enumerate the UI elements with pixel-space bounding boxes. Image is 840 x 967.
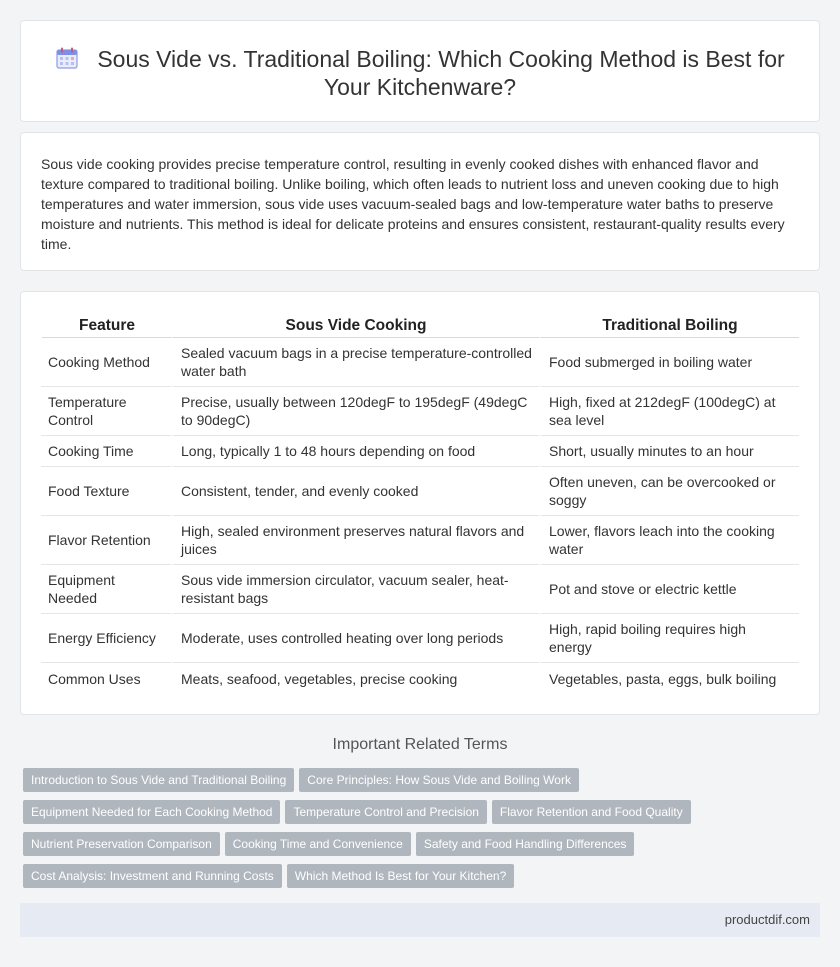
cell-sous-vide: Long, typically 1 to 48 hours depending on food	[171, 436, 539, 467]
related-term-tag[interactable]: Core Principles: How Sous Vide and Boiling Work	[299, 768, 579, 792]
related-terms-list	[23, 768, 818, 896]
tag-row	[23, 800, 818, 832]
title-wrap	[51, 45, 789, 101]
cell-sous-vide: Sealed vacuum bags in a precise temperature-controlled water bath	[171, 338, 539, 387]
related-term-tag[interactable]: Cost Analysis: Investment and Running Costs	[23, 864, 282, 888]
table-row	[41, 387, 799, 436]
cell-sous-vide: Moderate, uses controlled heating over long periods	[171, 614, 539, 663]
table-row	[41, 338, 799, 387]
cell-feature: Energy Efficiency	[41, 614, 171, 663]
related-term-tag[interactable]: Flavor Retention and Food Quality	[492, 800, 691, 824]
cell-boiling: Vegetables, pasta, eggs, bulk boiling	[539, 663, 799, 694]
table-row	[41, 436, 799, 467]
footer-site-link[interactable]: productdif.com	[724, 912, 810, 927]
related-term-tag[interactable]: Safety and Food Handling Differences	[416, 832, 635, 856]
table-header-row	[41, 314, 799, 338]
cell-feature: Cooking Time	[41, 436, 171, 467]
column-header-boiling: Traditional Boiling	[539, 314, 799, 338]
cell-feature: Cooking Method	[41, 338, 171, 387]
related-term-tag[interactable]: Introduction to Sous Vide and Traditional Boiling	[23, 768, 294, 792]
related-term-tag[interactable]: Which Method Is Best for Your Kitchen?	[287, 864, 514, 888]
cell-feature: Food Texture	[41, 467, 171, 516]
cell-sous-vide: Sous vide immersion circulator, vacuum sealer, heat-resistant bags	[171, 565, 539, 614]
related-term-tag[interactable]: Equipment Needed for Each Cooking Method	[23, 800, 280, 824]
cell-feature: Flavor Retention	[41, 516, 171, 565]
comparison-table	[41, 314, 799, 694]
cell-boiling: Short, usually minutes to an hour	[539, 436, 799, 467]
related-term-tag[interactable]: Nutrient Preservation Comparison	[23, 832, 220, 856]
footer	[20, 903, 820, 937]
cell-feature: Temperature Control	[41, 387, 171, 436]
cell-boiling: High, rapid boiling requires high energy	[539, 614, 799, 663]
tag-row	[23, 768, 818, 800]
table-row	[41, 516, 799, 565]
calendar-icon	[55, 46, 79, 70]
table-row	[41, 614, 799, 663]
cell-sous-vide: Consistent, tender, and evenly cooked	[171, 467, 539, 516]
related-term-tag[interactable]: Temperature Control and Precision	[285, 800, 486, 824]
summary-card	[20, 132, 820, 271]
page-title: Sous Vide vs. Traditional Boiling: Which Cooking Method is Best for Your Kitchenware?	[97, 46, 785, 100]
comparison-table-card	[20, 291, 820, 715]
cell-boiling: Often uneven, can be overcooked or soggy	[539, 467, 799, 516]
title-card	[20, 20, 820, 122]
cell-feature: Equipment Needed	[41, 565, 171, 614]
table-row	[41, 663, 799, 694]
related-term-tag[interactable]: Cooking Time and Convenience	[225, 832, 411, 856]
column-header-feature: Feature	[41, 314, 171, 338]
cell-boiling: Pot and stove or electric kettle	[539, 565, 799, 614]
related-terms-heading: Important Related Terms	[332, 736, 508, 753]
tag-row	[23, 864, 818, 896]
cell-boiling: High, fixed at 212degF (100degC) at sea level	[539, 387, 799, 436]
table-row	[41, 565, 799, 614]
cell-sous-vide: High, sealed environment preserves natural flavors and juices	[171, 516, 539, 565]
column-header-sous-vide: Sous Vide Cooking	[171, 314, 539, 338]
tag-row	[23, 832, 818, 864]
cell-boiling: Food submerged in boiling water	[539, 338, 799, 387]
table-row	[41, 467, 799, 516]
cell-sous-vide: Meats, seafood, vegetables, precise cooking	[171, 663, 539, 694]
cell-feature: Common Uses	[48, 670, 141, 687]
cell-sous-vide: Precise, usually between 120degF to 195degF (49degC to 90degC)	[171, 387, 539, 436]
summary-text: Sous vide cooking provides precise temperature control, resulting in evenly cooked dishes with enhanced flavor and texture compared to traditional boiling. Unlike boiling, which often leads to nutrient loss and uneven cooking due to high temperatures and water immersion, sous vide uses vacuum-sealed bags and low-temperature water baths to preserve moisture and nutrients. This method is ideal for delicate proteins and ensures consistent, restaurant-quality results every time.	[41, 156, 785, 252]
cell-boiling: Lower, flavors leach into the cooking water	[539, 516, 799, 565]
